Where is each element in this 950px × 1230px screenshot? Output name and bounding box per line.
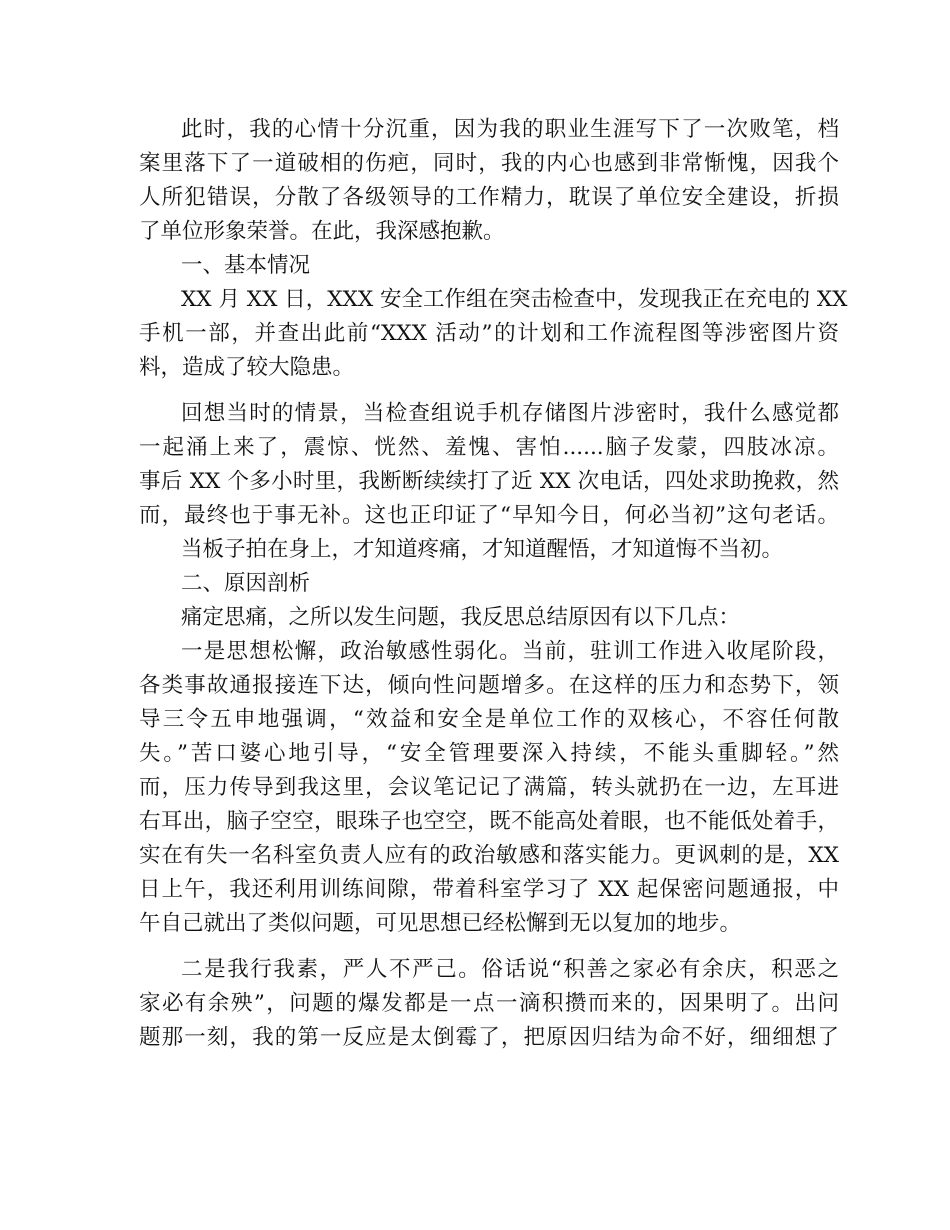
section-heading: 一、基本情况 — [181, 253, 311, 278]
text-line: 导三令五申地强调，“效益和安全是单位工作的双核心，不容任何散 — [139, 707, 839, 732]
text-line: 一起涌上来了，震惊、恍然、羞愧、害怕......脑子发蒙，四肢冰凉。 — [139, 435, 839, 460]
text-line: 人所犯错误，分散了各级领导的工作精力，耽误了单位安全建设，折损 — [139, 185, 839, 210]
text-line: 失。”苦口婆心地引导，“安全管理要深入持续，不能头重脚轻。”然 — [139, 741, 839, 766]
text-line: 右耳出，脑子空空，眼珠子也空空，既不能高处着眼，也不能低处着手， — [139, 809, 839, 834]
text-line: 料，造成了较大隐患。 — [139, 355, 355, 380]
text-line: 事后 XX 个多小时里，我断断续续打了近 XX 次电话，四处求助挽救，然 — [139, 469, 839, 494]
text-line: 实在有失一名科室负责人应有的政治敏感和落实能力。更讽刺的是，XX — [139, 843, 839, 868]
text-line: 而，压力传导到我这里，会议笔记记了满篇，转头就扔在一边，左耳进 — [139, 775, 839, 800]
text-line: 当板子拍在身上，才知道疼痛，才知道醒悟，才知道悔不当初。 — [181, 537, 784, 562]
text-line: 各类事故通报接连下达，倾向性问题增多。在这样的压力和态势下，领 — [139, 673, 839, 698]
text-line: 此时，我的心情十分沉重，因为我的职业生涯写下了一次败笔，档 — [181, 117, 839, 142]
text-line: 手机一部，并查出此前“XXX 活动”的计划和工作流程图等涉密图片资 — [139, 321, 839, 346]
text-line: XX 月 XX 日，XXX 安全工作组在突击检查中，发现我正在充电的 XX — [181, 287, 848, 312]
text-line: 一是思想松懈，政治敏感性弱化。当前，驻训工作进入收尾阶段， — [181, 639, 839, 664]
text-line: 题那一刻，我的第一反应是太倒霉了，把原因归结为命不好，细细想了 — [139, 1025, 839, 1050]
text-line: 而，最终也于事无补。这也正印证了“早知今日，何必当初”这句老话。 — [139, 503, 839, 528]
text-line: 痛定思痛，之所以发生问题，我反思总结原因有以下几点： — [181, 605, 741, 630]
text-line: 案里落下了一道破相的伤疤，同时，我的内心也感到非常惭愧，因我个 — [139, 151, 839, 176]
text-line: 家必有余殃”，问题的爆发都是一点一滴积攒而来的，因果明了。出问 — [139, 991, 839, 1016]
text-line: 日上午，我还利用训练间隙，带着科室学习了 XX 起保密问题通报，中 — [139, 877, 839, 902]
section-heading: 二、原因剖析 — [181, 571, 311, 596]
text-line: 回想当时的情景，当检查组说手机存储图片涉密时，我什么感觉都 — [181, 401, 839, 426]
text-line: 二是我行我素，严人不严己。俗话说“积善之家必有余庆，积恶之 — [181, 957, 839, 982]
text-line: 午自己就出了类似问题，可见思想已经松懈到无以复加的地步。 — [139, 911, 742, 936]
text-line: 了单位形象荣誉。在此，我深感抱歉。 — [139, 219, 505, 244]
